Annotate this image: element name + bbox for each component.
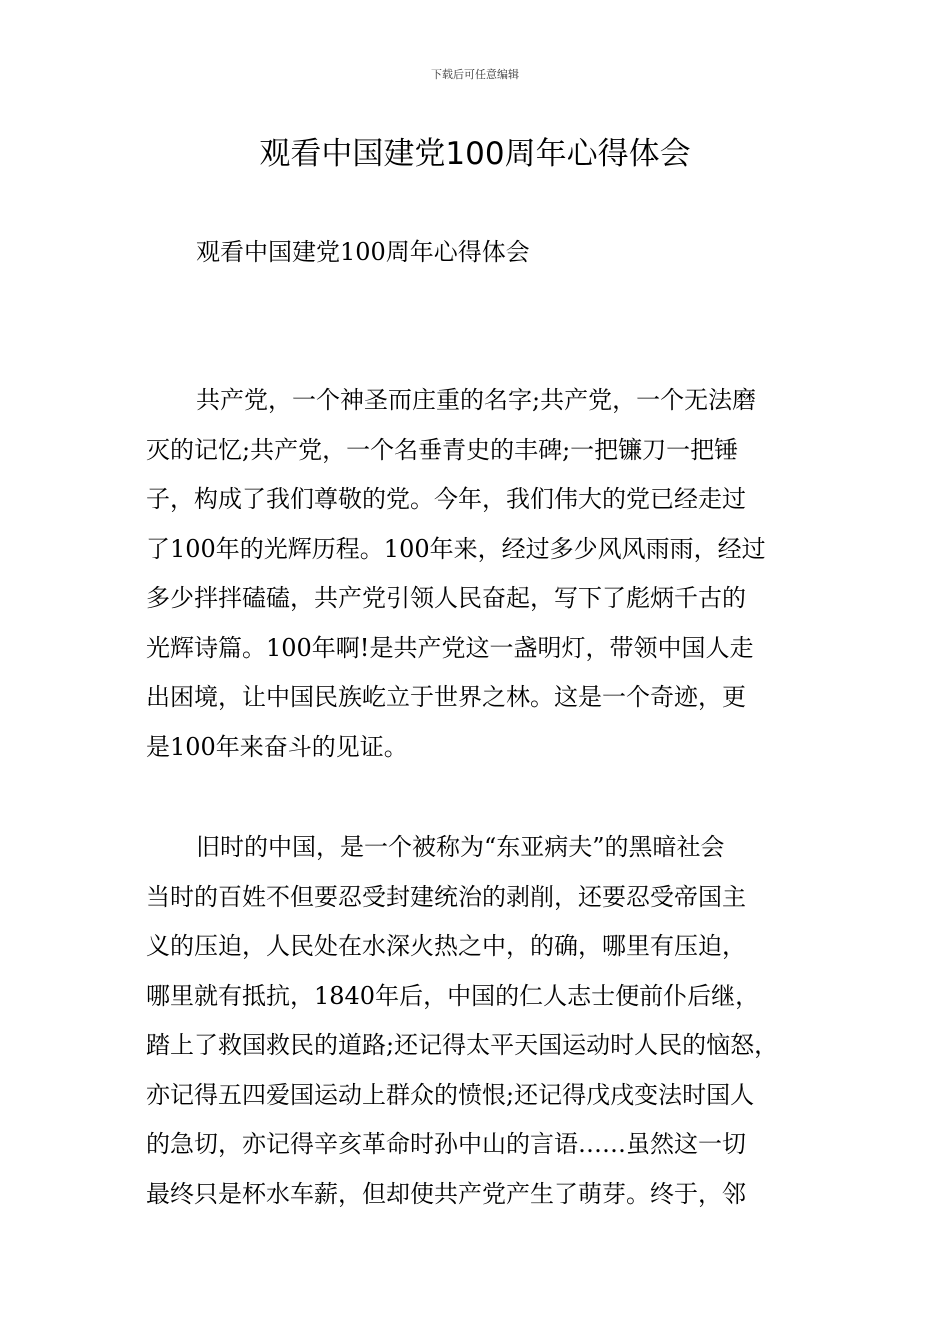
paragraph-line: 多少拌拌磕磕，共产党引领人民奋起，写下了彪炳千古的 — [146, 584, 746, 612]
paragraph-line: 子，构成了我们尊敬的党。今年，我们伟大的党已经走过 — [146, 485, 746, 513]
paragraph-line: 的急切，亦记得辛亥革命时孙中山的言语……虽然这一切 — [146, 1130, 746, 1158]
paragraph-line: 最终只是杯水车薪，但却使共产党产生了萌芽。终于，邻 — [146, 1179, 746, 1208]
paragraph-line: 旧时的中国，是一个被称为“东亚病夫”的黑暗社会 — [196, 833, 725, 861]
paragraph-line: 共产党，一个神圣而庄重的名字;共产党，一个无法磨 — [196, 386, 757, 414]
paragraph-line: 出困境，让中国民族屹立于世界之林。这是一个奇迹，更 — [146, 683, 746, 711]
document-title: 观看中国建党100周年心得体会 — [259, 136, 691, 172]
paragraph-line: 踏上了救国救民的道路;还记得太平天国运动时人民的恼怒， — [146, 1031, 779, 1059]
paragraph-line: 义的压迫，人民处在水深火热之中，的确，哪里有压迫， — [146, 932, 746, 960]
paragraph-line: 是100年来奋斗的见证。 — [146, 732, 408, 761]
paragraph-line: 了100年的光辉历程。100年来，经过多少风风雨雨，经过 — [146, 534, 766, 563]
header-note: 下载后可任意编辑 — [431, 68, 519, 81]
paragraph-line: 灭的记忆;共产党，一个名垂青史的丰碑;一把镰刀一把锤 — [146, 435, 739, 464]
paragraph-line: 哪里就有抵抗，1840年后，中国的仁人志士便前仆后继， — [146, 981, 760, 1010]
paragraph-line: 光辉诗篇。100年啊!是共产党这一盏明灯，带领中国人走 — [146, 633, 754, 662]
paragraph-2 — [146, 823, 818, 1219]
document-subtitle: 观看中国建党100周年心得体会 — [196, 238, 530, 266]
paragraph-line: 亦记得五四爱国运动上群众的愤恨;还记得戊戌变法时国人 — [146, 1080, 755, 1109]
paragraph-1 — [146, 376, 818, 772]
paragraph-line: 当时的百姓不但要忍受封建统治的剥削，还要忍受帝国主 — [146, 882, 746, 911]
